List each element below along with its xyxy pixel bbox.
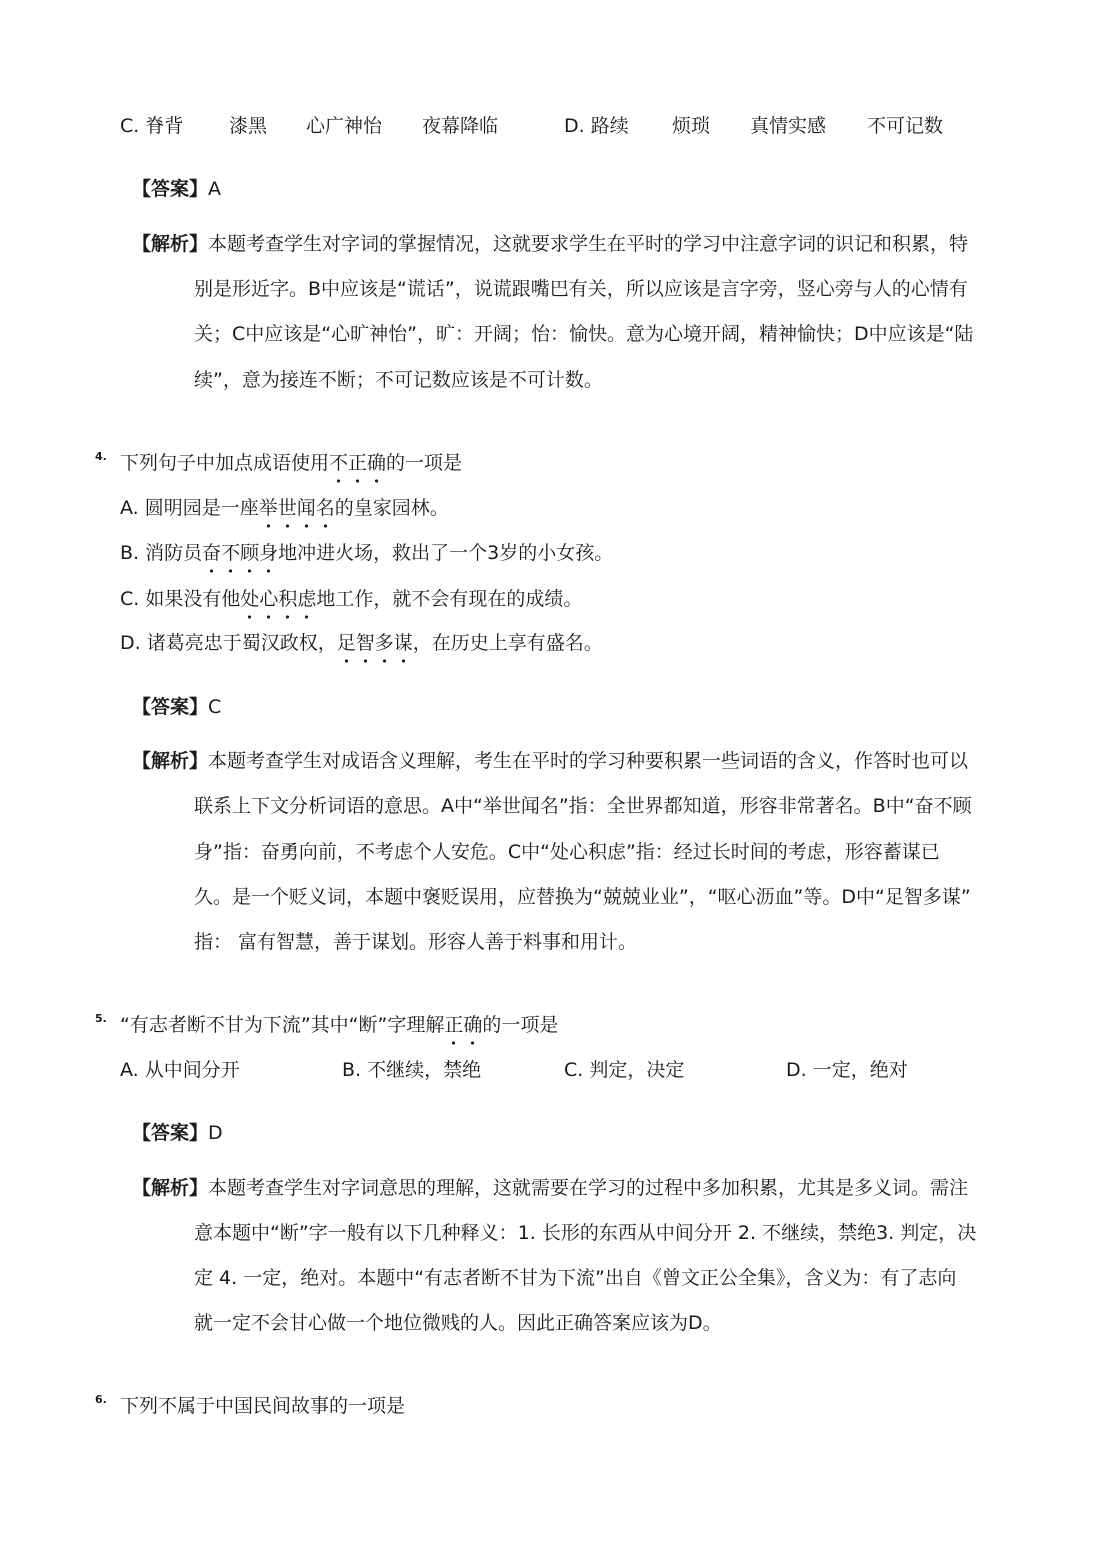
stem-text: 下列句子中加点成语使用	[120, 452, 330, 474]
option-text: D. 诸葛亮忠于蜀汉政权，	[120, 632, 337, 654]
analysis-tag: 【解析】	[132, 1177, 209, 1199]
dotted-idiom: 处心积虑	[240, 588, 317, 610]
q4-stem	[120, 450, 462, 476]
q4-option-a	[120, 495, 449, 521]
q4-analysis-line-3: 身”指：奋勇向前，不考虑个人安危。C中“处心积虑”指：经过长时间的考虑，形容蓄谋已	[194, 841, 940, 863]
q5-analysis-line-3: 定 4. 一定，绝对。本题中“有志者断不甘为下流”出自《曾文正公全集》，含义为：有了志向	[194, 1267, 957, 1289]
q3-analysis-line-3: 关；C中应该是“心旷神怡”，旷：开阔；怡：愉快。意为心境开阔，精神愉快；D中应该是“陆	[194, 323, 974, 345]
stem-text: “有志者断不甘为下流”其中“断”字理解	[120, 1014, 445, 1036]
q5-option-c: C. 判定，决定	[564, 1059, 685, 1081]
q3-answer	[132, 176, 221, 202]
q5-option-b: B. 不继续，禁绝	[342, 1059, 482, 1081]
analysis-text: 本题考查学生对字词的掌握情况，这就要求学生在平时的学习中注意字词的识记和积累，特	[208, 233, 969, 255]
q3-option-d-word-1: D. 路续	[564, 115, 629, 137]
analysis-text: 本题考查学生对成语含义理解，考生在平时的学习种要积累一些词语的含义，作答时也可以	[208, 750, 969, 772]
analysis-tag: 【解析】	[132, 233, 209, 255]
stem-text: 的一项是	[386, 452, 463, 474]
dotted-idiom: 奋不顾身	[202, 542, 279, 564]
option-text: 地工作，就不会有现在的成绩。	[316, 588, 583, 610]
option-text: 地冲进火场，救出了一个3岁的小女孩。	[278, 542, 614, 564]
q4-analysis-line-1	[132, 748, 968, 774]
q3-analysis-line-1	[132, 231, 968, 257]
dotted-idiom: 举世闻名	[258, 497, 335, 519]
dotted-idiom: 足智多谋	[336, 632, 413, 654]
q5-answer	[132, 1120, 223, 1146]
q4-number: 4.	[95, 450, 107, 463]
dotted-emphasis: 不正确	[329, 452, 387, 474]
answer-tag: 【答案】	[132, 696, 209, 718]
q3-analysis-line-2: 别是形近字。B中应该是“谎话”，说谎跟嘴巴有关，所以应该是言字旁，竖心旁与人的心情有	[194, 278, 968, 300]
q4-option-b	[120, 540, 613, 566]
q3-analysis-line-4: 续”，意为接连不断；不可记数应该是不可计数。	[194, 369, 603, 391]
option-text: B. 消防员	[120, 542, 203, 564]
q3-option-c-word-1: C. 脊背	[120, 115, 184, 137]
option-text: C. 如果没有他	[120, 588, 241, 610]
q5-stem	[120, 1012, 558, 1038]
q6-number: 6.	[95, 1393, 107, 1406]
q4-analysis-line-5: 指： 富有智慧，善于谋划。形容人善于料事和用计。	[194, 931, 638, 953]
q3-option-c-word-3: 心广神怡	[306, 115, 383, 137]
q4-option-c	[120, 586, 582, 612]
answer-value: C	[208, 696, 222, 718]
q3-option-d-word-3: 真情实感	[750, 115, 827, 137]
q5-number: 5.	[95, 1012, 107, 1025]
q5-analysis-line-2: 意本题中“断”字一般有以下几种释义：1. 长形的东西从中间分开 2. 不继续，禁绝3. 判定，决	[194, 1222, 977, 1244]
q4-option-d	[120, 630, 603, 656]
q3-option-d-word-4: 不可记数	[867, 115, 944, 137]
answer-value: A	[208, 178, 222, 200]
q6-stem: 下列不属于中国民间故事的一项是	[120, 1395, 406, 1417]
q4-analysis-line-2: 联系上下文分析词语的意思。A中“举世闻名”指：全世界都知道，形容非常著名。B中“奋不顾	[194, 795, 972, 817]
answer-value: D	[208, 1122, 223, 1144]
q5-option-d: D. 一定，绝对	[786, 1059, 908, 1081]
q5-option-a: A. 从中间分开	[120, 1059, 240, 1081]
q3-option-c-word-4: 夜幕降临	[422, 115, 499, 137]
answer-tag: 【答案】	[132, 1122, 209, 1144]
analysis-tag: 【解析】	[132, 750, 209, 772]
q5-analysis-line-4: 就一定不会甘心做一个地位微贱的人。因此正确答案应该为D。	[194, 1312, 722, 1334]
answer-tag: 【答案】	[132, 178, 209, 200]
q3-option-d-word-2: 烦琐	[672, 115, 711, 137]
dotted-emphasis: 正确	[444, 1014, 483, 1036]
q4-answer	[132, 694, 221, 720]
option-text: A. 圆明园是一座	[120, 497, 259, 519]
q4-analysis-line-4: 久。是一个贬义词，本题中褒贬误用，应替换为“兢兢业业”，“呕心沥血”等。D中“足智多谋”	[194, 886, 971, 908]
option-text: 的皇家园林。	[334, 497, 449, 519]
q5-analysis-line-1	[132, 1175, 968, 1201]
analysis-text: 本题考查学生对字词意思的理解，这就需要在学习的过程中多加积累，尤其是多义词。需注	[208, 1177, 969, 1199]
option-text: ，在历史上享有盛名。	[412, 632, 603, 654]
q3-option-c-word-2: 漆黑	[229, 115, 268, 137]
stem-text: 的一项是	[482, 1014, 559, 1036]
